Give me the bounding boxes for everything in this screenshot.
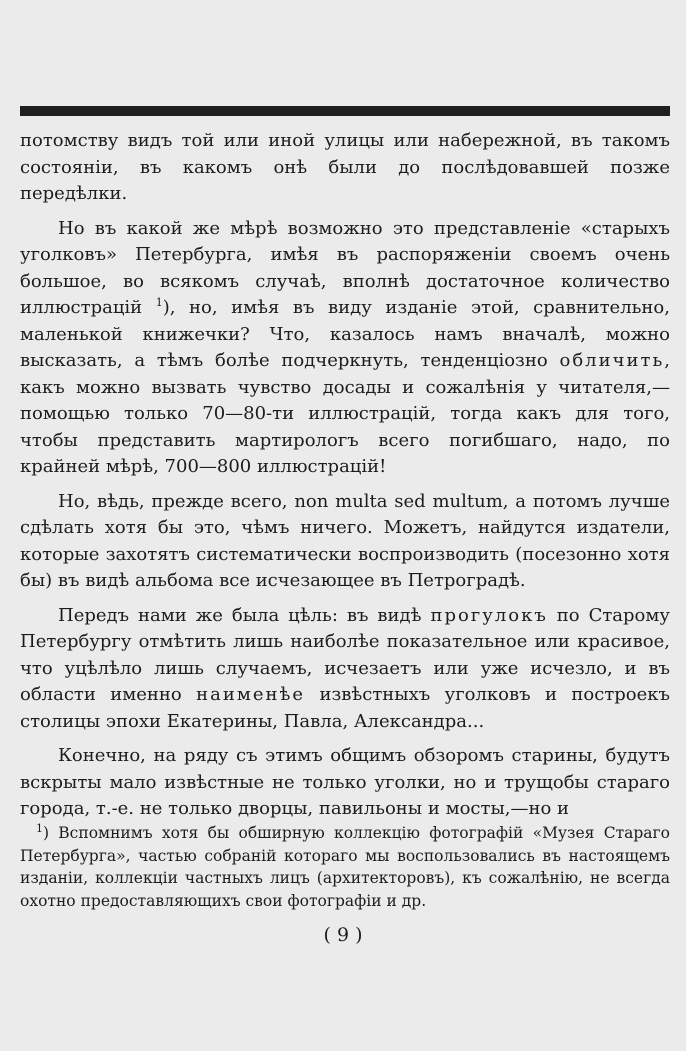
footnote (20, 822, 670, 912)
emphasized-word: прогулокъ (430, 604, 548, 626)
body-text (20, 128, 670, 831)
header-rule (20, 106, 670, 116)
footnote-marker: 1 (36, 821, 43, 835)
paragraph-4: Передъ нами же была цѣль: въ видѣ прогулокъ по Старому Петербургу отмѣтить лишь наиболѣе показательное или красивое, что уцѣлѣло лишь случаемъ, исчезаетъ или уже исчезло, и въ области именно наименѣе извѣстныхъ уголковъ и построекъ столицы эпохи Екатерины, Павла, Александра... (20, 604, 670, 732)
emphasized-word: обличить (559, 350, 665, 371)
paragraph-5: Конечно, на ряду съ этимъ общимъ обзоромъ старины, будутъ вскрыты мало извѣстные не только уголки, но и трущобы стараго города, т.-е. не только дворцы, павильоны и мосты,—но и (20, 745, 670, 819)
paragraph-2: Но въ какой же мѣрѣ возможно это представленiе «старыхъ уголковъ» Петербурга, имѣя въ распоряженiи своемъ очень большое, во всякомъ случаѣ, вполнѣ достаточное количество иллюстрацiй $^1$), но, имѣя въ виду изданiе этой, сравнительно, маленькой книжечки? Что, казалось намъ вначалѣ, можно высказать, а тѣмъ болѣе подчеркнуть, тенденцiозно обличить, какъ можно вызвать чувство досады и сожалѣнiя у читателя,—помощью только 70—80-ти иллюстрацiй, тогда какъ для того, чтобы представить мартирологъ всего погибшаго, надо, по крайней мѣрѣ, 700—800 иллюстрацiй! (20, 217, 670, 477)
latin-phrase: non multa sed multum (294, 490, 503, 512)
footnote-text: $^1$) Вспомнимъ хотя бы обширную коллекцiю фотографiй «Музея Стараго Петербурга», частью собранiй котораго мы воспользовались въ настоящемъ изданiи, коллекцiи частныхъ лицъ (архитекторовъ), къ сожалѣнiю, не всегда охотно предоставляющихъ свои фотографiи и др. (20, 821, 670, 910)
paragraph-3: Но, вѣдь, прежде всего, non multa sed multum, а потомъ лучше сдѣлать хотя бы это, чѣмъ ничего. Можетъ, найдутся издатели, которые захотятъ систематически воспроизводить (посезонно хотя бы) въ видѣ альбома все исчезающее въ Петроградѣ. (20, 490, 670, 591)
paragraph-1: потомству видъ той или иной улицы или набережной, въ такомъ состоянiи, въ какомъ онѣ были до послѣдовавшей позже передѣлки. (20, 130, 670, 204)
emphasized-word: наименѣе (196, 684, 306, 705)
page-number: ( 9 ) (323, 924, 363, 946)
footnote-reference: 1 (155, 296, 163, 309)
